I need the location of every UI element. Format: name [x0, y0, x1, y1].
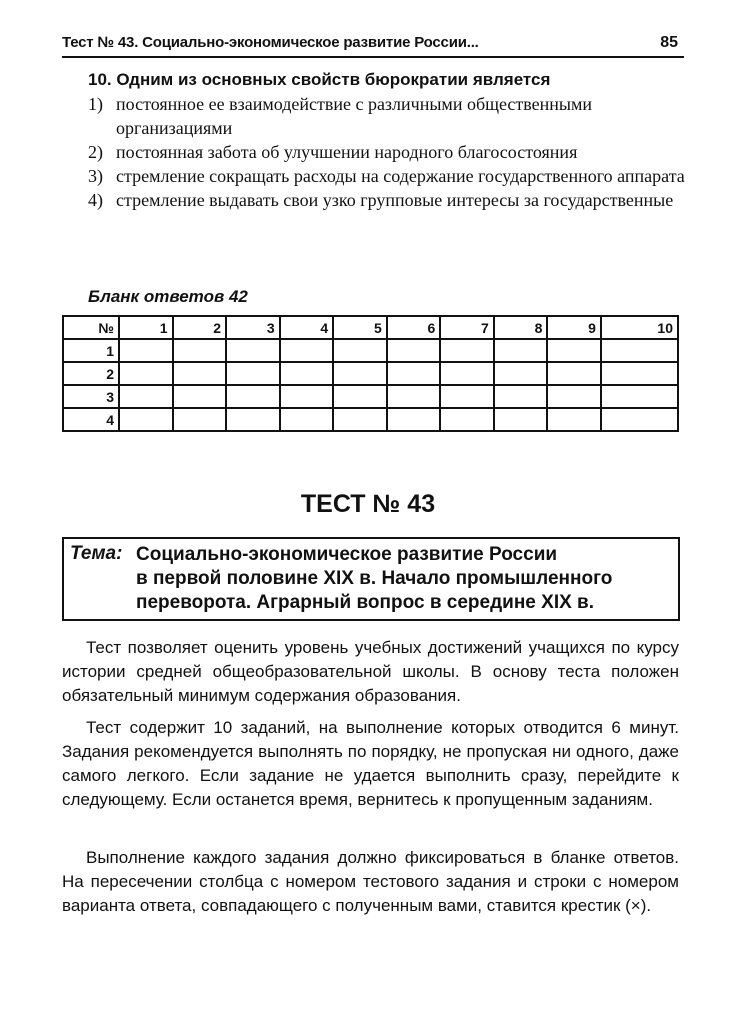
theme-line: Социально-экономическое развитие России — [136, 544, 558, 565]
answer-cell[interactable] — [494, 385, 548, 408]
option-number: 3) — [88, 166, 103, 186]
answer-cell[interactable] — [440, 385, 494, 408]
answer-grid-row — [63, 339, 678, 362]
answer-cell[interactable] — [494, 362, 548, 385]
answer-cell[interactable] — [547, 385, 601, 408]
marking-paragraph: Выполнение каждого задания должно фиксироваться в бланке ответов. На пересечении столбца с номером тестового задания и строки с номером варианта ответа, совпадающего с полученным вами, ставится крестик (×). — [62, 848, 679, 915]
header-title: Тест № 43. Социально-экономическое развитие России... — [62, 34, 479, 51]
answer-cell[interactable] — [173, 339, 227, 362]
answer-cell[interactable] — [333, 385, 387, 408]
answer-grid-col-header: 2 — [173, 316, 227, 339]
answer-cell[interactable] — [119, 385, 173, 408]
answer-grid-row — [63, 385, 678, 408]
answer-cell[interactable] — [547, 362, 601, 385]
answer-cell[interactable] — [601, 385, 678, 408]
answer-cell[interactable] — [387, 408, 441, 431]
answer-cell[interactable] — [173, 362, 227, 385]
answer-cell[interactable] — [280, 339, 334, 362]
answer-cell[interactable] — [601, 339, 678, 362]
option-text: постоянное ее взаимодействие с различными общественными организациями — [116, 94, 593, 138]
answer-cell[interactable] — [173, 408, 227, 431]
answer-cell[interactable] — [547, 408, 601, 431]
option-text: стремление сокращать расходы на содержание государственного аппарата — [116, 166, 685, 186]
answer-grid-row-header: 4 — [63, 408, 119, 431]
answer-cell[interactable] — [280, 408, 334, 431]
answer-cell[interactable] — [387, 339, 441, 362]
option-number: 1) — [88, 94, 103, 114]
answer-grid-col-header: 9 — [547, 316, 601, 339]
option-text: стремление выдавать свои узко групповые интересы за государственные — [116, 190, 674, 210]
answer-grid-header-row — [63, 316, 678, 339]
answer-cell[interactable] — [601, 362, 678, 385]
theme-label: Тема: — [70, 543, 123, 564]
answer-grid-col-header: 1 — [119, 316, 173, 339]
answer-cell[interactable] — [387, 385, 441, 408]
test-title: ТЕСТ № 43 — [300, 490, 436, 518]
answer-grid-col-header: 7 — [440, 316, 494, 339]
answer-cell[interactable] — [173, 385, 227, 408]
answer-cell[interactable] — [280, 385, 334, 408]
answer-cell[interactable] — [440, 408, 494, 431]
answer-grid-row — [63, 362, 678, 385]
answer-cell[interactable] — [226, 362, 280, 385]
instructions-paragraph: Тест содержит 10 заданий, на выполнение которых отводится 6 минут. Задания рекомендуется выполнять по порядку, не пропуская ни одного, даже самого легкого. Если задание не удается выполнить сразу, перейдите к следующему. Если останется время, вернитесь к пропущенным заданиям. — [62, 718, 679, 809]
answer-grid-row — [63, 408, 678, 431]
answer-cell[interactable] — [333, 362, 387, 385]
answer-cell[interactable] — [119, 339, 173, 362]
answer-cell[interactable] — [440, 339, 494, 362]
answer-cell[interactable] — [226, 339, 280, 362]
running-header — [62, 32, 684, 58]
answer-grid-row-header: 2 — [63, 362, 119, 385]
answer-cell[interactable] — [226, 408, 280, 431]
answer-grid-row-header: 1 — [63, 339, 119, 362]
theme-text — [136, 543, 676, 615]
option-number: 4) — [88, 190, 103, 210]
theme-line: переворота. Аграрный вопрос в середине XIX в. — [136, 592, 595, 613]
theme-box — [62, 537, 680, 621]
answer-grid-col-header: 10 — [601, 316, 678, 339]
answer-grid — [62, 315, 679, 432]
question-10 — [88, 70, 688, 212]
page-number: 85 — [660, 34, 678, 51]
question-option — [88, 140, 688, 164]
answer-cell[interactable] — [119, 408, 173, 431]
option-number: 2) — [88, 142, 103, 162]
answer-grid-row-header: 3 — [63, 385, 119, 408]
answer-cell[interactable] — [440, 362, 494, 385]
answer-grid-col-header: 3 — [226, 316, 280, 339]
answer-blank-title: Бланк ответов 42 — [88, 287, 248, 306]
answer-cell[interactable] — [547, 339, 601, 362]
answer-cell[interactable] — [494, 339, 548, 362]
answer-grid-col-header: 6 — [387, 316, 441, 339]
answer-grid-col-header: 8 — [494, 316, 548, 339]
intro-paragraph: Тест позволяет оценить уровень учебных достижений учащихся по курсу истории средней общеобразовательной школы. В основу теста положен обязательный минимум содержания образования. — [62, 638, 679, 705]
answer-cell[interactable] — [601, 408, 678, 431]
answer-grid-col-header: 5 — [333, 316, 387, 339]
answer-cell[interactable] — [119, 362, 173, 385]
answer-cell[interactable] — [333, 339, 387, 362]
answer-cell[interactable] — [226, 385, 280, 408]
question-option — [88, 92, 688, 140]
answer-cell[interactable] — [333, 408, 387, 431]
answer-cell[interactable] — [387, 362, 441, 385]
theme-line: в первой половине XIX в. Начало промышленного — [136, 568, 613, 589]
question-option — [88, 188, 688, 212]
answer-cell[interactable] — [494, 408, 548, 431]
question-option — [88, 164, 688, 188]
question-title: 10. Одним из основных свойств бюрократии является — [88, 70, 551, 89]
answer-grid-col-header: 4 — [280, 316, 334, 339]
answer-grid-corner: № — [63, 316, 119, 339]
option-text: постоянная забота об улучшении народного благосостояния — [116, 142, 578, 162]
answer-cell[interactable] — [280, 362, 334, 385]
